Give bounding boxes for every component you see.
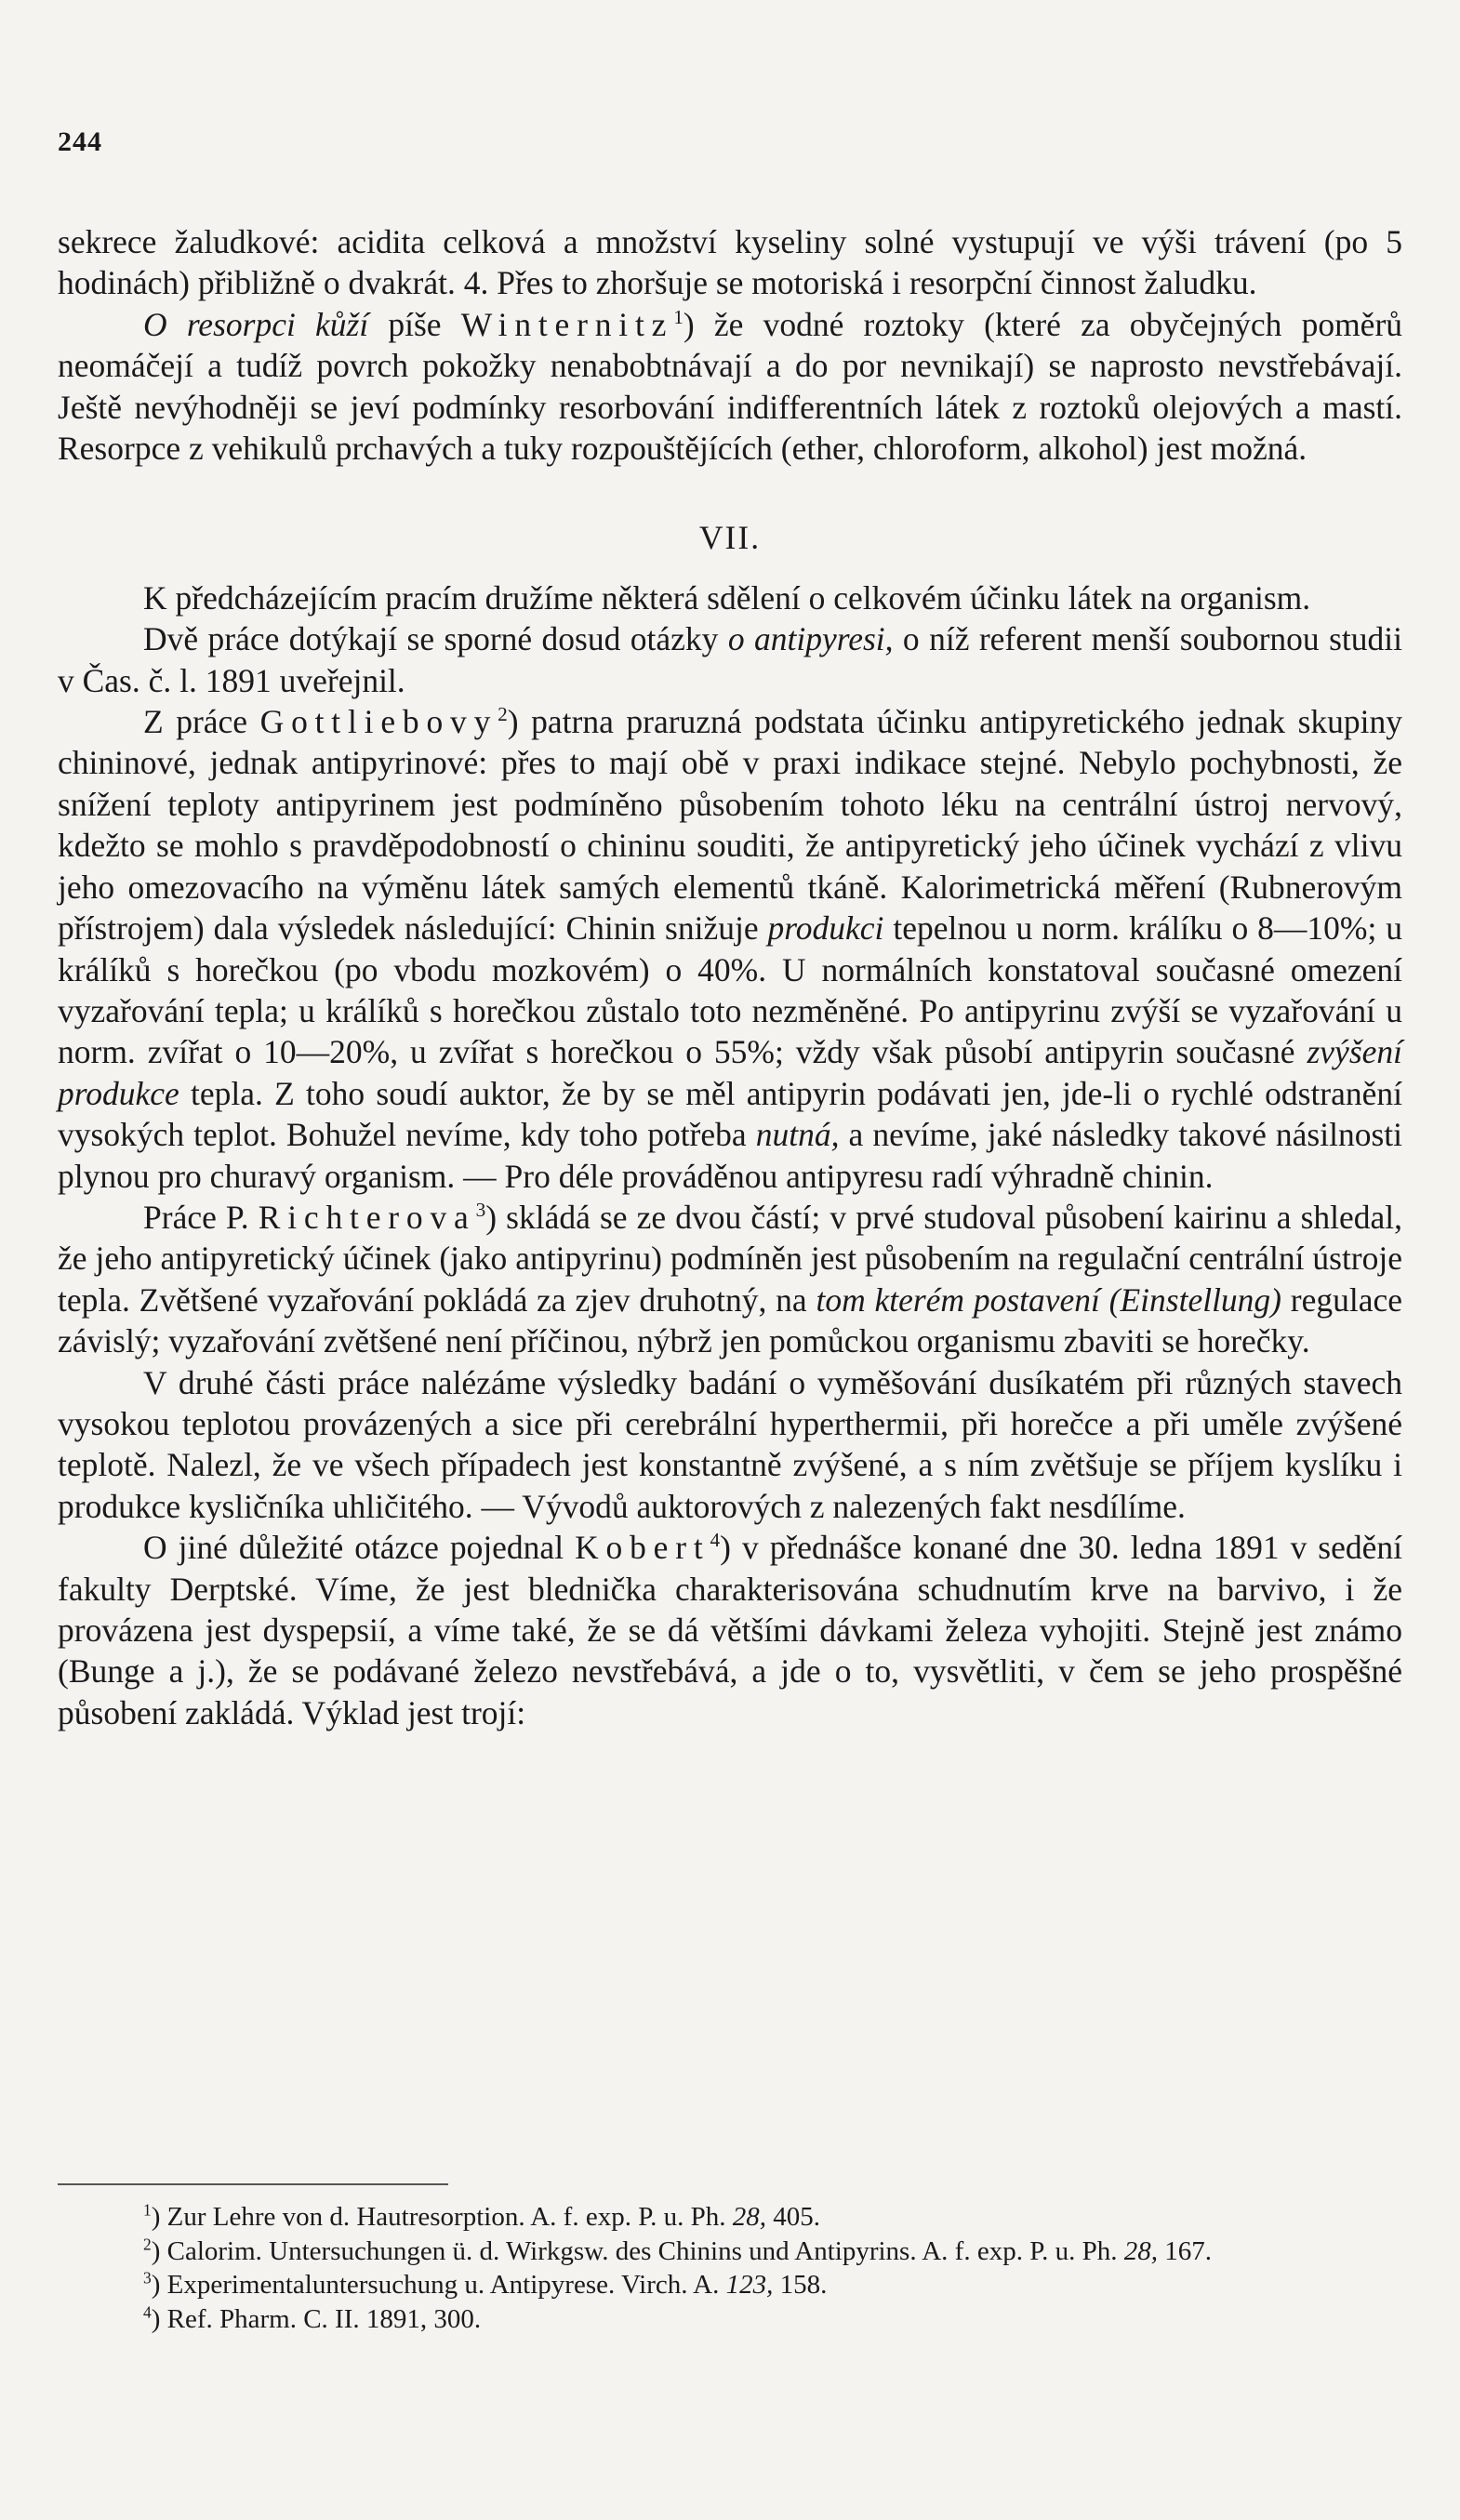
footnote-mark: 2 — [143, 2234, 152, 2253]
italic-phrase: o antipyresi, — [727, 620, 894, 658]
footnote-ref-2: 2 — [498, 703, 508, 726]
page-number: 244 — [58, 126, 102, 157]
footnote-ref-4: 4 — [710, 1529, 721, 1552]
paragraph-7: V druhé části práce nalézáme výsledky badání o vyměšování dusíkatém při různých stavech vysokou teplotou provázených a sice při cerebrální hyperthermii, při horečce a při uměle zvýšené teplotě. Nalezl, že ve všech případech jest konstantně zvýšené, a s ním zvětšuje se příjem kyslíku i produkce kysličníka uhličitého. — Vývodů auktorových z nalezených fakt nesdílíme. — [58, 1363, 1402, 1525]
footnote-text: Calorim. Untersuchungen ü. d. Wirkgsw. des Chinins und Antipyrins. A. f. exp. P. u. Ph. — [166, 2235, 1118, 2266]
paragraph-4-text-b: o níž referent menší soubornou studii v Čas. č. l. 1891 uveřejnil. — [58, 620, 1402, 699]
footnote-mark: 1 — [143, 2200, 152, 2220]
paragraph-6-text-b: skládá se ze dvou částí; v prvé studoval působení kairinu a shledal, že jeho antipyretický účinek (jako antipyrinu) podmíněn jest působením na regulační centrální ústroje tepla. Zvětšené vyzařování pokládá za zjev druhotný, na — [58, 1198, 1402, 1319]
footnote-1: $^1$) Zur Lehre von d. Hautresorption. A. f. exp. P. u. Ph. 28, 405. — [143, 2200, 820, 2232]
italic-phrase: nutná, — [755, 1116, 840, 1154]
italic-phrase: O resorpci kůží — [143, 305, 369, 343]
author-name: Richterova — [258, 1198, 476, 1236]
author-name: Gottliebovy — [259, 703, 498, 741]
body-text — [58, 221, 1402, 1733]
footnote-mark: 3 — [143, 2268, 152, 2288]
footnote-volume: 28, — [1123, 2235, 1158, 2266]
footnote-4: $^4$) Ref. Pharm. C. II. 1891, 300. — [143, 2301, 482, 2334]
section-heading: VII. — [698, 519, 762, 557]
footnote-ref-3: 3 — [475, 1199, 486, 1222]
paragraph-4-text-a: Dvě práce dotýkají se sporné dosud otázky — [143, 620, 719, 658]
paragraph-8-text-b: v přednášce konané dne 30. ledna 1891 v sedění fakulty Derptské. Víme, že jest blednička charakterisována schudnutím krve na barvivo, i že provázena jest dyspepsií, a víme také, že se dá většími dávkami železa vyhojiti. Stejně jest známo (Bunge a j.), že se podávané železo nevstřebává, a jde o to, vysvětliti, v čem se jeho prospěšné působení zakládá. Výklad jest trojí: — [58, 1529, 1403, 1731]
author-name: Winternitz — [460, 305, 674, 343]
footnote-page: 167. — [1164, 2235, 1212, 2266]
footnote-divider — [58, 2183, 448, 2185]
paragraph-8-text-a: O jiné důležité otázce pojednal — [143, 1529, 564, 1567]
footnote-volume: 123, — [725, 2270, 774, 2300]
footnote-mark: 4 — [143, 2301, 152, 2321]
paragraph-2: O resorpci kůží píše Winternitz$^1$) že vodné roztoky (které za obyčejných poměrů neomáčejí a tudíž povrch pokožky nenabobtnávají a do por nevnikají) se naprosto nevstřebávají. Ještě nevýhodněji se jeví podmínky resorbování indifferentních látek z roztoků olejových a mastí. Resorpce z vehikulů prchavých a tuky rozpouštějících (ether, chloroform, alkohol) jest možná. — [58, 305, 1403, 468]
paragraph-4 — [58, 618, 1402, 701]
verb-text: píše — [388, 305, 442, 343]
footnote-2: $^2$) Calorim. Untersuchungen ü. d. Wirkgsw. des Chinins und Antipyrins. A. f. exp. P. u. Ph. 28, 167. — [143, 2234, 1212, 2266]
footnote-volume: 28, — [732, 2202, 766, 2232]
paragraph-1: sekrece žaludkové: acidita celková a množství kyseliny solné vystupují ve výši trávení (po 5 hodinách) přibližně o dvakrát. 4. Přes to zhoršuje se motoriská i resorpční činnost žaludku. — [58, 223, 1402, 302]
author-name: Kobert — [575, 1529, 710, 1567]
paragraph-5-text-e: a nevíme, jaké následky takové násilnosti plynou pro churavý organism. — Pro déle prováděnou antipyresu radí výhradně chinin. — [58, 1116, 1402, 1195]
footnote-page: 405. — [773, 2202, 820, 2232]
paragraph-6: Práce P. Richterova$^3$) skládá se ze dvou částí; v prvé studoval působení kairinu a shledal, že jeho antipyretický účinek (jako antipyrinu) podmíněn jest působením na regulační centrální ústroje tepla. Zvětšené vyzařování pokládá za zjev druhotný, na tom kterém postavení (Einstellung) regulace závislý; vyzařování zvětšené není příčinou, nýbrž jen pomůckou organismu zbaviti se horečky. — [58, 1198, 1403, 1360]
paragraph-5-text-c: tepelnou u norm. králíku o 8—10%; u králíků s horečkou (po vbodu mozkovém) o 40%. U normálních konstatoval současné omezení vyzařování tepla; u králíků s horečkou zůstalo toto nezměněné. Po antipyrinu zvýší se vyzařování u norm. zvířat o 10—20%, u zvířat s horečkou o 55%; vždy však působí antipyrin současné — [58, 909, 1402, 1071]
italic-phrase: tom kterém postavení (Einstellung) — [816, 1280, 1282, 1319]
paragraph-5: Z práce Gottliebovy$^2$) patrna praruzná podstata účinku antipyretického jednak skupiny chininové, jednak antipyrinové: přes to mají obě v praxi indikace stejné. Nebylo pochybnosti, že snížení teploty antipyrinem jest podmíněno působením tohoto léku na centrální ústroj nervový, kdežto se mohlo s pravděpodobností o chininu souditi, že antipyretický jeho účinek vychází z vlivu jeho omezovacího na výměnu látek samých elementů tkáně. Kalorimetrická měření (Rubnerovým přístrojem) dala výsledek následující: Chinin snižuje produkci tepelnou u norm. králíku o 8—10%; u králíků s horečkou (po vbodu mozkovém) o 40%. U normálních konstatoval současné omezení vyzařování tepla; u králíků s horečkou zůstalo toto nezměněné. Po antipyrinu zvýší se vyzařování u norm. zvířat o 10—20%, u zvířat s horečkou o 55%; vždy však působí antipyrin současné zvýšení produkce tepla. Z toho soudí auktor, že by se měl antipyrin podávati jen, jde-li o rychlé odstranění vysokých teplot. Bohužel nevíme, kdy toho potřeba nutná, a nevíme, jaké následky takové násilnosti plynou pro churavý organism. — Pro déle prováděnou antipyresu radí výhradně chinin. — [58, 703, 1403, 1195]
paragraph-3: K předcházejícím pracím družíme některá sdělení o celkovém účinku látek na organism. — [143, 578, 1311, 617]
paragraph-5-text-d: tepla. Z toho soudí auktor, že by se měl antipyrin podávati jen, jde-li o rychlé odstranění vysokých teplot. Bohužel nevíme, kdy toho potřeba — [58, 1074, 1403, 1154]
italic-phrase: produkci — [767, 909, 884, 948]
paragraph-8: O jiné důležité otázce pojednal Kobert$^4$) v přednášce konané dne 30. ledna 1891 v sedění fakulty Derptské. Víme, že jest blednička charakterisována schudnutím krve na barvivo, i že provázena jest dyspepsií, a víme také, že se dá většími dávkami železa vyhojiti. Stejně jest známo (Bunge a j.), že se podávané železo nevstřebává, a jde o to, vysvětliti, v čem se jeho prospěšné působení zakládá. Výklad jest trojí: — [58, 1529, 1403, 1731]
footnotes — [58, 2200, 1402, 2336]
footnote-page: 158. — [779, 2270, 828, 2300]
footnote-text: Experimentaluntersuchung u. Antipyrese. Virch. A. — [166, 2270, 720, 2300]
paragraph-5-text-a: Z práce — [143, 703, 248, 741]
footnote-3: $^3$) Experimentaluntersuchung u. Antipyrese. Virch. A. 123, 158. — [143, 2268, 828, 2300]
paragraph-6-text-c: regulace závislý; vyzařování zvětšené není příčinou, nýbrž jen pomůckou organismu zbaviti se horečky. — [58, 1280, 1403, 1360]
paragraph-5-text-b: patrna praruzná podstata účinku antipyretického jednak skupiny chininové, jednak antipyrinové: přes to mají obě v praxi indikace stejné. Nebylo pochybnosti, že snížení teploty antipyrinem jest podmíněno působením tohoto léku na centrální ústroj nervový, kdežto se mohlo s pravděpodobností o chininu souditi, že antipyretický jeho účinek vychází z vlivu jeho omezovacího na výměnu látek samých elementů tkáně. Kalorimetrická měření (Rubnerovým přístrojem) dala výsledek následující: Chinin snižuje — [58, 703, 1403, 948]
footnote-ref-1: 1 — [673, 305, 684, 328]
paragraph-6-text-a: Práce P. — [143, 1198, 249, 1236]
footnote-text: Ref. Pharm. C. II. 1891, 300. — [166, 2303, 482, 2334]
italic-phrase: zvýšení produkce — [58, 1033, 1402, 1112]
paragraph-2-text: že vodné roztoky (které za obyčejných poměrů neomáčejí a tudíž povrch pokožky nenabobtnávají a do por nevnikají) se naprosto nevstřebávají. Ještě nevýhodněji se jeví podmínky resorbování indifferentních látek z roztoků olejových a mastí. Resorpce z vehikulů prchavých a tuky rozpouštějících (ether, chloroform, alkohol) jest možná. — [58, 305, 1403, 468]
footnote-text: Zur Lehre von d. Hautresorption. A. f. exp. P. u. Ph. — [166, 2202, 726, 2232]
